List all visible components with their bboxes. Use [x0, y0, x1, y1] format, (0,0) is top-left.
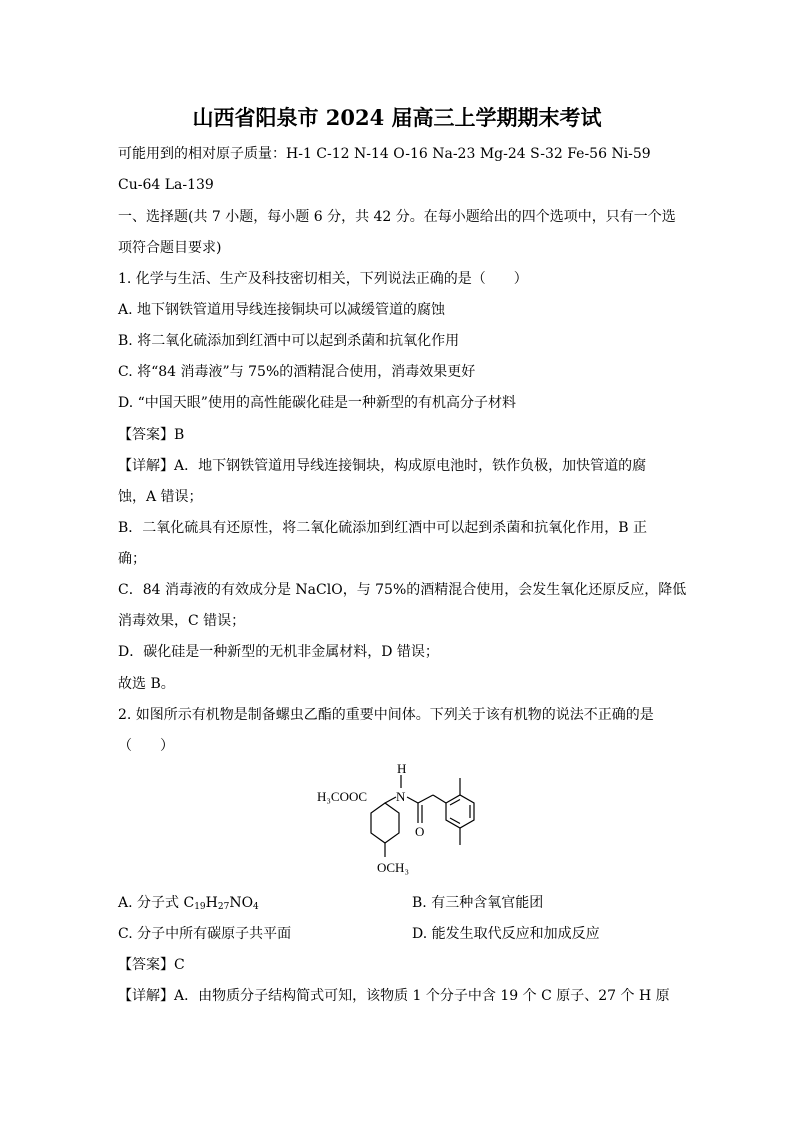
atomic-masses-line-1: 可能用到的相对原子质量：H-1 C-12 N-14 O-16 Na-23 Mg-24 S-32 Fe-56 Ni-59 [118, 146, 651, 162]
q2-option-a-o-count: 4 [253, 902, 259, 912]
q2-option-c: C. 分子中所有碳原子共平面 [118, 926, 292, 942]
q2-option-a-h-letter: H [205, 895, 218, 911]
methoxy-group-label: OCH₃ [377, 860, 409, 875]
q1-option-d: D. “中国天眼”使用的高性能碳化硅是一种新型的有机高分子材料 [118, 395, 516, 411]
bond-n-carbonyl [407, 797, 418, 803]
atom-h-label: H [397, 761, 407, 776]
q2-option-a-c-count: 19 [194, 902, 206, 912]
q2-stem-2: （ ） [118, 738, 174, 754]
q2-explain-line: 【详解】A．由物质分子结构简式可知，该物质 1 个分子中含 19 个 C 原子、27 个 H 原 [118, 988, 670, 1004]
q2-option-b: B. 有三种含氧官能团 [412, 895, 544, 911]
q2-option-d: D. 能发生取代反应和加成反应 [412, 926, 600, 942]
q1-option-a: A. 地下钢铁管道用导线连接铜块可以减缓管道的腐蚀 [118, 302, 446, 318]
q1-stem: 1. 化学与生活、生产及科技密切相关，下列说法正确的是（ ） [118, 271, 528, 287]
q2-option-a-rest: NO [229, 895, 254, 911]
atom-n-label: N [396, 789, 406, 804]
q1-explain-line: 消毒效果，C 错误； [118, 613, 246, 629]
ester-group-label: H₃COOC [317, 789, 368, 804]
q1-explain-line: 【详解】A．地下钢铁管道用导线连接铜块，构成原电池时，铁作负极，加快管道的腐 [118, 458, 647, 474]
bond-c-n [385, 797, 396, 803]
q1-explain-line: C．84 消毒液的有效成分是 NaClO，与 75%的酒精混合使用，会发生氧化还原反应，降低 [118, 582, 687, 598]
atomic-masses-line-2: Cu-64 La-139 [118, 177, 214, 193]
q1-explain-line: 确； [118, 551, 146, 567]
q1-explain-line: D．碳化硅是一种新型的无机非金属材料，D 错误； [118, 644, 439, 660]
q1-explain-line: 故选 B。 [118, 676, 175, 692]
cyclohexane-ring [371, 803, 399, 843]
bond-ch2 [418, 795, 433, 803]
section-heading-line-1: 一、选择题(共 7 小题，每小题 6 分，共 42 分。在每小题给出的四个选项中，只有一个选 [118, 209, 676, 225]
q1-explain-line: B．二氧化硫具有还原性，将二氧化硫添加到红酒中可以起到杀菌和抗氧化作用，B 正 [118, 520, 648, 536]
q1-option-b: B. 将二氧化硫添加到红酒中可以起到杀菌和抗氧化作用 [118, 333, 460, 349]
q2-stem: 2. 如图所示有机物是制备螺虫乙酯的重要中间体。下列关于该有机物的说法不正确的是 [118, 707, 654, 723]
molecule-structure-diagram [300, 760, 500, 885]
q2-option-a [118, 893, 259, 913]
q1-explain-line: 蚀，A 错误； [118, 489, 203, 505]
atom-o-label: O [415, 824, 425, 839]
q1-option-c: C. 将“84 消毒液”与 75%的酒精混合使用，消毒效果更好 [118, 364, 476, 380]
q2-answer: 【答案】C [118, 957, 185, 973]
page-title: 山西省阳泉市 2024 届高三上学期期末考试 [192, 105, 602, 130]
bond-benzyl [433, 795, 446, 803]
section-heading-line-2: 项符合题目要求) [118, 240, 222, 256]
q2-option-a-h-count: 27 [217, 902, 230, 912]
q1-answer: 【答案】B [118, 427, 185, 443]
q2-option-a-prefix: A. 分子式 C [118, 895, 195, 911]
